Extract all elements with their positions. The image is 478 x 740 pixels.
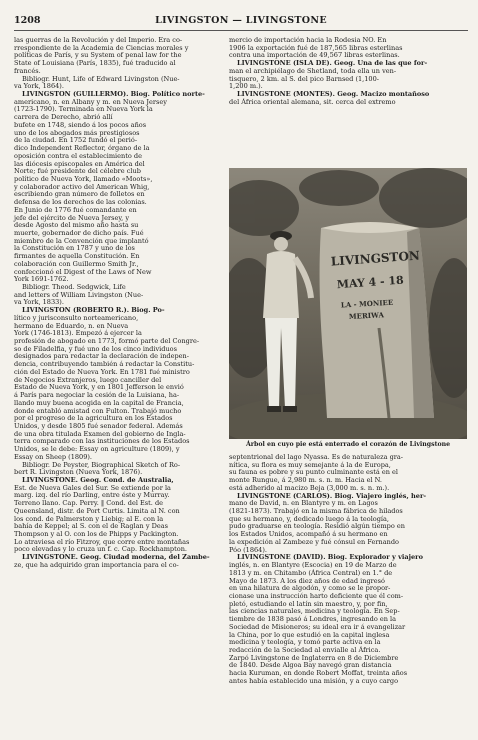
text-line: bufete en 1748, siendo á los pocos años <box>14 120 147 129</box>
text-line: rrespondiente de la Academia de Ciencias morales y <box>14 43 189 52</box>
text-line: (1821-1873). Trabajó en la misma fábrica de hilados <box>229 507 403 516</box>
running-head: LIVINGSTON — LIVINGSTONE <box>155 15 327 26</box>
text-line: Terreno llano. Cap. Perry. ‖ Cond. del Est. de <box>14 499 164 508</box>
text-line: mercio de importación hacia la Rodesia NO. En <box>229 36 387 44</box>
text-line: va York, 1833). <box>14 298 64 307</box>
text-line: por el progreso de la agricultura en los Estados <box>14 414 173 423</box>
text-line: oposición contra el establecimiento de <box>14 151 142 160</box>
text-line: ze, que ha adquirido gran importancia para el co- <box>14 560 179 569</box>
inscription-line-1: LIVINGSTON <box>330 248 421 269</box>
text-line: político de Nueva York, llamado «Moots», <box>14 174 153 183</box>
text-line: á París para negociar la cesión de la Luisiana, ha- <box>14 391 180 400</box>
text-line: Essay on Sheep (1809). <box>14 452 92 461</box>
text-line: State of Louisiana (París, 1835), fué traducido al <box>14 59 176 68</box>
text-line: y colaborador activo del American Whig, <box>14 182 150 191</box>
text-line: políticas de París, y su System of penal law for the <box>14 51 182 60</box>
text-line: LIVINGSTONE. Geog. Cond. de Australia, <box>22 475 174 484</box>
text-line: En Junio de 1776 fué comandante en <box>14 205 137 214</box>
text-line: mano de David, n. en Blantyre y m. en Lagos <box>229 499 378 508</box>
text-line: las ciencias naturales, medicina y teología. En Sep- <box>229 607 400 616</box>
text-line: lítico y jurisconsulto norteamericano, <box>14 313 139 322</box>
text-line: York (1746-1813). Empezó á ejercer la <box>14 329 142 338</box>
inscription-line-4: MERIWA <box>348 310 385 322</box>
text-line: pudo graduarse en teología. Residió algún tiempo en <box>229 522 405 531</box>
text-line: Thompson y al O. con los de Phipps y Packington. <box>14 530 179 538</box>
text-line: donde entabló amistad con Fulton. Trabajó mucho <box>14 406 182 415</box>
text-line: está adherido al macizo Beja (3,000 m. s. n. m.). <box>229 483 390 492</box>
text-line: tiembre de 1838 pasó á Londres, ingresando en la <box>229 615 397 624</box>
text-line: de una obra titulada Examen del gobierno de Ingla- <box>14 429 186 438</box>
text-line: Sociedad de Misioneros; su ideal era ir á evangelizar <box>229 622 406 631</box>
text-line: dico Independent Reflector, órgano de la <box>14 144 150 153</box>
text-line: que su hermano, y, dedicado luego á la teología, <box>229 514 390 523</box>
text-line: bahía de Keppel; al S. con el de Raglan y Deas <box>14 522 168 531</box>
text-line: man el archipiélago de Shetland, toda ella un ven- <box>229 66 397 75</box>
text-line: LIVINGSTONE (CARLOS). Biog. Viajero inglés, her- <box>237 491 427 500</box>
page-number: 1208 <box>14 15 41 26</box>
text-line: en una hilatura de algodón, y como se le propor- <box>229 584 391 593</box>
text-line: poco elevadas y lo cruza un f. c. Cap. Rockhampton. <box>14 545 187 554</box>
text-line: so de Filadelfia, y fué uno de los cinco individuos <box>14 344 177 353</box>
text-line: la China, por lo que estudió en la capital inglesa <box>229 630 390 639</box>
text-line: Est. de Nueva Gales del Sur. Se extiende por la <box>14 483 171 492</box>
text-line: las diócesis episcopales en América del <box>14 159 145 168</box>
text-line: las guerras de la Revolución y del Imperio. Era co- <box>14 36 183 44</box>
text-line: 1,200 m.). <box>229 82 263 91</box>
text-line: medicina y teología, y tomó parte activa en la <box>229 638 381 647</box>
header-rule <box>14 30 468 31</box>
text-line: muerte, gobernador de dicho país. Fué <box>14 228 144 237</box>
text-line: los cond. de Palmerston y Liebig; al E. con la <box>14 514 164 523</box>
text-line: colaboración con Guillermo Smith Jr., <box>14 259 139 268</box>
text-line: dencia, contribuyendo también á redactar la Constitu- <box>14 360 195 369</box>
photograph-tree-stump <box>229 168 467 439</box>
text-line: su fauna es pobre y su punto culminante está en el <box>229 468 399 477</box>
text-line: Bibliogr. Theod. Sedgwick, Life <box>22 283 126 291</box>
text-line: and letters of William Livingston (Nue- <box>14 290 144 299</box>
text-line: la expedición al Zambeze y fué cónsul en Fernando <box>229 537 399 546</box>
text-line: Mayo de 1873. A los diez años de edad ingresó <box>229 576 385 585</box>
photo-caption: Árbol en cuyo pie está enterrado el corazón de Livingstone <box>245 441 451 448</box>
inscription-line-2: MAY 4 - 18 <box>336 273 405 292</box>
text-line: va York, 1864). <box>14 82 64 91</box>
text-line: los Estados Unidos, acompañó á su hermano en <box>229 530 388 539</box>
page-header <box>14 15 468 29</box>
text-line: confeccionó el Digest of the Laws of New <box>14 267 152 276</box>
text-line: inglés, n. en Blantyre (Escocia) en 19 de Marzo de <box>229 561 397 570</box>
inscription-line-3: LA - MONIEE <box>340 297 394 310</box>
text-line: nítica, su flora es muy semejante á la de Europa, <box>229 460 391 469</box>
text-line: LIVINGSTON (GUILLERMO). Biog. Político norte- <box>22 90 205 99</box>
text-line: 1906 la exportación fué de 187,565 libras esterlinas <box>229 43 403 52</box>
text-line: septentrional del lago Nyassa. Es de naturaleza gra- <box>229 453 404 461</box>
text-line: ción del Estado de Nueva York. En 1781 fué ministro <box>14 367 190 376</box>
right-column-bottom <box>229 454 468 686</box>
text-line: de 1840. Desde Algoa Bay navegó gran distancia <box>229 661 392 670</box>
text-line: firmantes de aquella Constitución. En <box>14 252 140 261</box>
text-line: Póo (1864). <box>229 545 267 554</box>
text-line: tisquero, 2 km. al S. del pico Barnsed (1,100- <box>229 74 379 83</box>
text-line: (1723-1790). Terminada en Nueva York la <box>14 105 153 114</box>
text-line: pletó, estudiando el latín sin maestro, y, por fin, <box>229 599 388 608</box>
text-line: terra comparado con las instituciones de los Estados <box>14 437 190 446</box>
text-line: la Constitución en 1787 y uno de los <box>14 244 135 253</box>
text-line: bert R. Livingston (Nueva York, 1876). <box>14 468 143 477</box>
text-line: desde Agosto del mismo año hasta su <box>14 221 139 230</box>
text-line: cionase una instrucción harto deficiente que él com- <box>229 591 404 600</box>
text-line: americano, n. en Albany y m. en Nueva Jersey <box>14 97 167 106</box>
text-line: hermano de Eduardo, n. en Nueva <box>14 321 129 330</box>
text-line: marg. izq. del río Darling, entre éste y Murray. <box>14 491 170 500</box>
left-column <box>14 37 223 570</box>
text-line: Lo atraviesa el río Fitzroy, que corre entre montañas <box>14 537 190 546</box>
text-line: miembro de la Convención que implantó <box>14 236 149 245</box>
text-line: antes había establecido una misión, y a cuyo cargo <box>229 676 399 685</box>
text-line: francés. <box>14 66 41 75</box>
text-line: Bibliogr. Hunt, Life of Edward Livingston (Nue- <box>22 74 180 83</box>
text-line: designados para redactar la declaración de indepen- <box>14 352 189 361</box>
text-line: LIVINGSTONE (DAVID). Biog. Explorador y viajero <box>237 553 423 562</box>
text-line: York 1691-1762. <box>14 275 69 284</box>
text-line: hacia Kuruman, en donde Robert Moffat, treinta años <box>229 669 408 678</box>
text-line: Unidos, se le debe: Essay on agriculture (1809), y <box>14 445 180 454</box>
text-line: Bibliogr. De Peyster, Biographical Sketch of Ro- <box>22 460 181 469</box>
text-line: del África oriental alemana, sit. cerca del extremo <box>229 97 396 106</box>
text-line: Estado de Nueva York, y en 1801 Jefferson le envió <box>14 383 184 392</box>
text-line: LIVINGSTON (ROBERTO R.). Biog. Po- <box>22 306 165 315</box>
text-line: de la ciudad. En 1752 fundó el perió- <box>14 136 138 145</box>
text-line: profesión de abogado en 1773, formó parte del Congre- <box>14 337 200 346</box>
text-line: redacción de la Sociedad al envialle al África. <box>229 645 381 654</box>
text-line: contra una importación de 49,567 libras esterlinas. <box>229 51 400 60</box>
text-line: defensa de los derechos de las colonias. <box>14 198 147 207</box>
text-line: monte Rungue, á 2,980 m. s. n. m. Hacia el N. <box>229 476 383 485</box>
text-line: uno de los abogados más prestigiosos <box>14 128 140 137</box>
text-line: Zarpó Livingstone de Inglaterra en 8 de Diciembre <box>229 653 399 662</box>
text-line: escribiendo gran número de folletos en <box>14 190 145 199</box>
text-line: Unidos, y desde 1805 fué senador federal. Además <box>14 421 183 430</box>
text-line: carrera de Derecho, abrió allí <box>14 113 113 122</box>
text-line: Queensland, distr. de Port Curtis. Limita al N. con <box>14 506 180 515</box>
text-line: de Negocios Extranjeros, luego canciller del <box>14 375 162 384</box>
text-line: Norte; fué presidente del célebre club <box>14 167 141 176</box>
text-line: LIVINGSTONE (MONTES). Geog. Macizo montañoso <box>237 90 430 99</box>
text-line: llando muy buena acogida en la capital de Francia, <box>14 398 184 407</box>
text-line: LIVINGSTONE. Geog. Ciudad moderna, del Zambe- <box>22 553 210 562</box>
text-line: LIVINGSTONE (ISLA DE). Geog. Una de las que for- <box>237 59 428 68</box>
text-line: 1813 y m. en Chitambo (África Central) en 1.° de <box>229 568 393 577</box>
text-line: jefe del ejército de Nueva Jersey, y <box>14 213 130 222</box>
right-column-top <box>229 37 468 106</box>
